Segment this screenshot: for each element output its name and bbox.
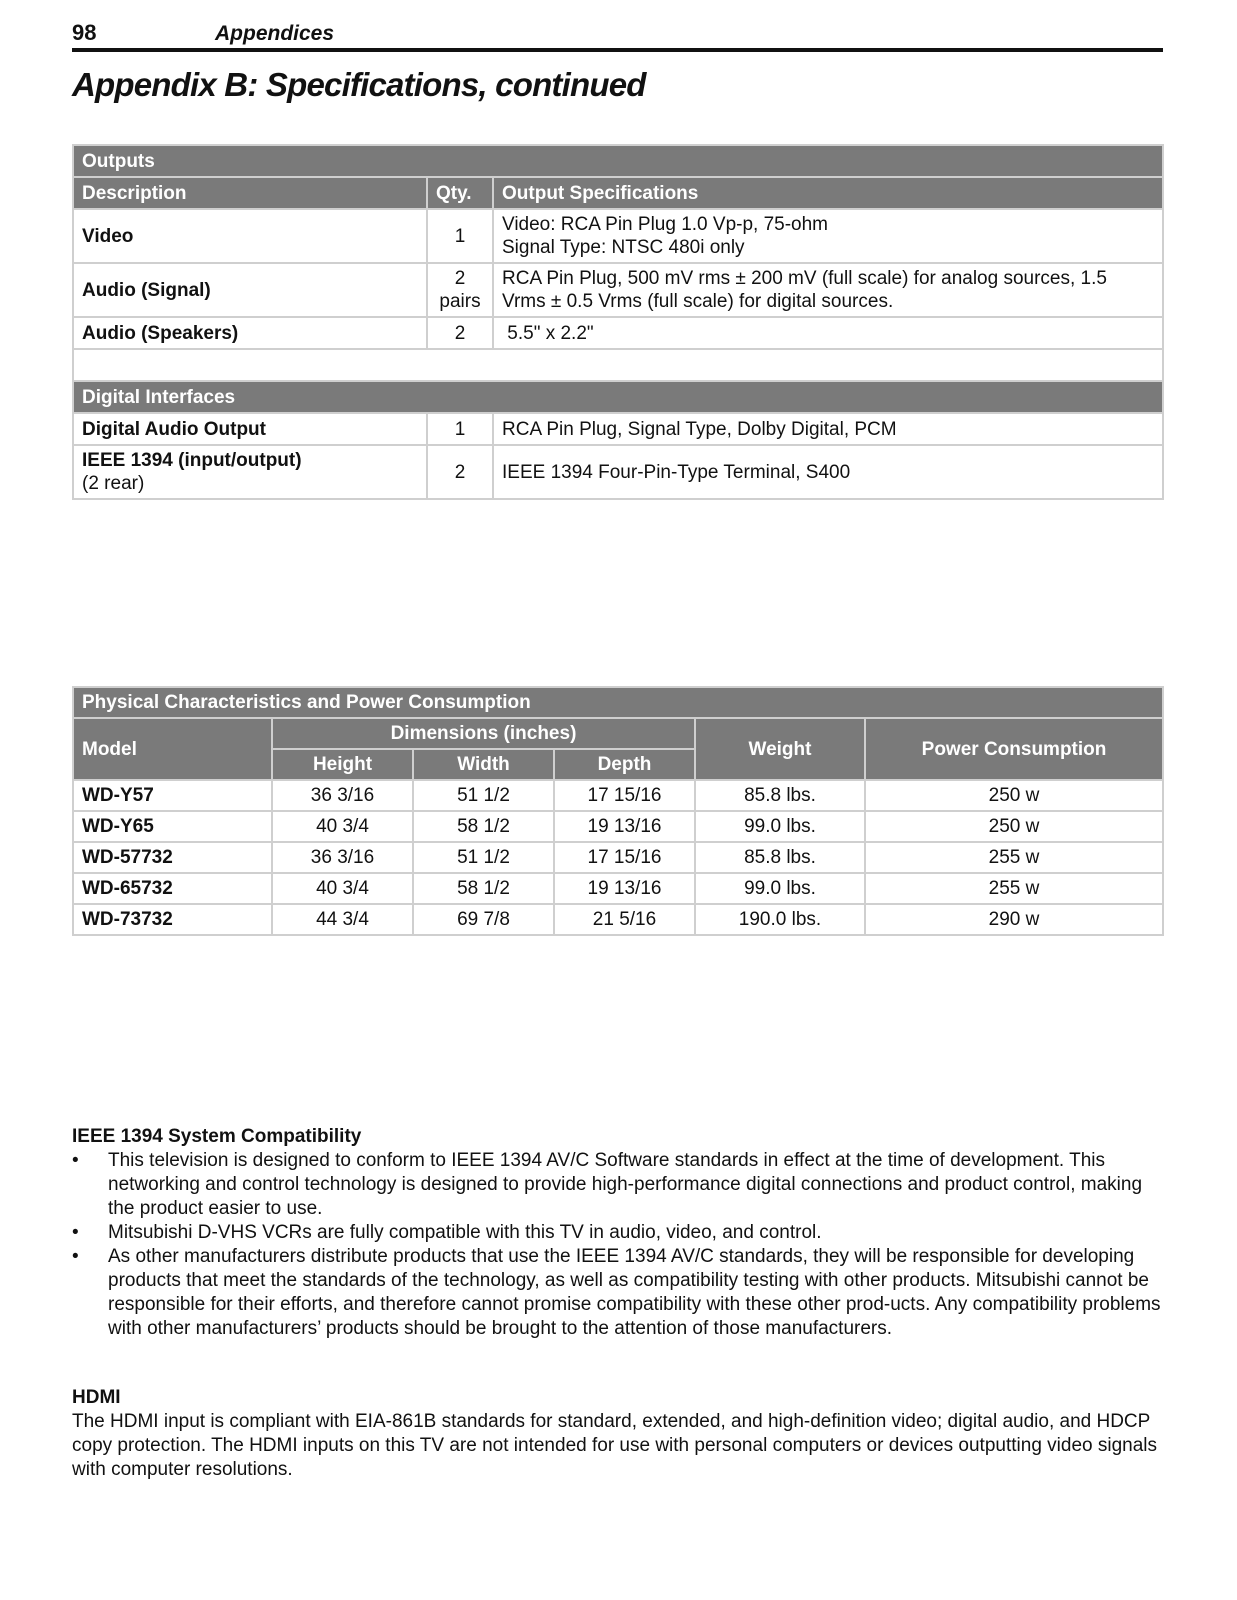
row-qty: 1 [427,209,493,263]
row-spec: RCA Pin Plug, 500 mV rms ± 200 mV (full scale) for analog sources, 1.5 Vrms ± 0.5 Vrms (full scale) for digital sources. [493,263,1163,317]
cell-depth: 21 5/16 [554,904,695,935]
column-header: Output Specifications [493,177,1163,209]
column-header-weight: Weight [695,718,865,780]
section-heading: IEEE 1394 System Compatibility [72,1126,362,1147]
spec-line: Signal Type: NTSC 480i only [502,237,745,258]
table-section-header [73,145,1163,177]
column-header-model: Model [73,718,272,780]
row-description: Digital Audio Output [73,413,427,445]
bullet-icon: • [72,1150,79,1171]
table-row [73,445,1163,499]
hdmi-section [72,1386,1163,1482]
cell-weight: 190.0 lbs. [695,904,865,935]
table-header-row [73,177,1163,209]
row-description: Video [73,209,427,263]
cell-weight: 85.8 lbs. [695,842,865,873]
cell-width: 69 7/8 [413,904,554,935]
table-row [73,811,1163,842]
physical-characteristics-table [72,686,1164,936]
cell-width: 51 1/2 [413,780,554,811]
table-row [73,413,1163,445]
spec-line: Video: RCA Pin Plug 1.0 Vp-p, 75-ohm [502,214,829,235]
cell-model: WD-Y65 [73,811,272,842]
bullet-list [72,1149,1163,1341]
qty-line: 2 [454,268,466,289]
row-spec: 5.5" x 2.2" [493,317,1163,349]
running-header [72,18,1163,52]
cell-power: 255 w [865,873,1163,904]
list-item-text: This television is designed to conform to IEEE 1394 AV/C Software standards in effect at the time of development. This networking and control technology is designed to provide high-performance digital connections and product control, making the product easier to use. [108,1150,1143,1219]
table-row [73,263,1163,317]
cell-power: 250 w [865,811,1163,842]
column-header-dimensions: Dimensions (inches) [272,718,695,749]
bullet-icon: • [72,1246,79,1267]
cell-depth: 17 15/16 [554,842,695,873]
description-main: IEEE 1394 (input/output) [82,450,302,471]
bullet-icon: • [72,1222,79,1243]
cell-power: 250 w [865,780,1163,811]
page-title: Appendix B: Specifications, continued [72,66,646,103]
table-spacer-row [73,349,1163,381]
cell-height: 36 3/16 [272,842,413,873]
outputs-table [72,144,1164,500]
cell-height: 40 3/4 [272,811,413,842]
list-item [72,1149,1163,1221]
list-item [72,1221,1163,1245]
cell-model: WD-73732 [73,904,272,935]
row-description [73,445,427,499]
qty-line: pairs [439,291,481,312]
list-item-text: As other manufacturers distribute products that use the IEEE 1394 AV/C standards, they will be responsible for developing products that meet the standards of the technology, as well as compatibility testing with other products. Mitsubishi cannot be responsible for their efforts, and therefore cannot promise compatibility with these other prod-ucts. Any compatibility problems with other manufacturers’ products should be brought to the attention of those manufacturers. [108,1246,1161,1339]
cell-weight: 85.8 lbs. [695,780,865,811]
cell-model: WD-57732 [73,842,272,873]
cell-depth: 19 13/16 [554,873,695,904]
table-header-row [73,718,1163,749]
cell-weight: 99.0 lbs. [695,811,865,842]
row-qty: 2 [427,317,493,349]
ieee-compatibility-section [72,1125,1163,1341]
cell-power: 290 w [865,904,1163,935]
description-sub: (2 rear) [82,473,145,494]
cell-depth: 19 13/16 [554,811,695,842]
cell-width: 58 1/2 [413,873,554,904]
section-heading: HDMI [72,1387,121,1408]
cell-height: 44 3/4 [272,904,413,935]
cell-power: 255 w [865,842,1163,873]
list-item [72,1245,1163,1341]
column-header-depth: Depth [554,749,695,780]
cell-model: WD-65732 [73,873,272,904]
page-number: 98 [72,20,97,45]
table-row [73,317,1163,349]
row-qty: 2 [427,445,493,499]
column-header-height: Height [272,749,413,780]
table-row [73,780,1163,811]
table-row [73,873,1163,904]
row-description: Audio (Speakers) [73,317,427,349]
cell-height: 40 3/4 [272,873,413,904]
section-name: Appendices [215,22,335,45]
table-row [73,904,1163,935]
row-qty: 1 [427,413,493,445]
row-description: Audio (Signal) [73,263,427,317]
cell-model: WD-Y57 [73,780,272,811]
row-qty [427,263,493,317]
cell-width: 58 1/2 [413,811,554,842]
cell-height: 36 3/16 [272,780,413,811]
column-header: Qty. [427,177,493,209]
cell-weight: 99.0 lbs. [695,873,865,904]
paragraph: The HDMI input is compliant with EIA-861B standards for standard, extended, and high-definition video; digital audio, and HDCP copy protection. The HDMI inputs on this TV are not intended for use with personal computers or devices outputting video signals with computer resolutions. [72,1411,1158,1480]
physical-heading: Physical Characteristics and Power Consumption [73,687,1163,718]
table-row [73,842,1163,873]
digital-interfaces-heading: Digital Interfaces [73,381,1163,413]
list-item-text: Mitsubishi D-VHS VCRs are fully compatible with this TV in audio, video, and control. [108,1222,822,1243]
row-spec [493,209,1163,263]
column-header-power: Power Consumption [865,718,1163,780]
table-section-header [73,381,1163,413]
row-spec: IEEE 1394 Four-Pin-Type Terminal, S400 [493,445,1163,499]
cell-width: 51 1/2 [413,842,554,873]
cell-depth: 17 15/16 [554,780,695,811]
table-row [73,209,1163,263]
column-header: Description [73,177,427,209]
outputs-heading: Outputs [73,145,1163,177]
column-header-width: Width [413,749,554,780]
table-section-header [73,687,1163,718]
spacer-cell [73,349,1163,381]
row-spec: RCA Pin Plug, Signal Type, Dolby Digital, PCM [493,413,1163,445]
